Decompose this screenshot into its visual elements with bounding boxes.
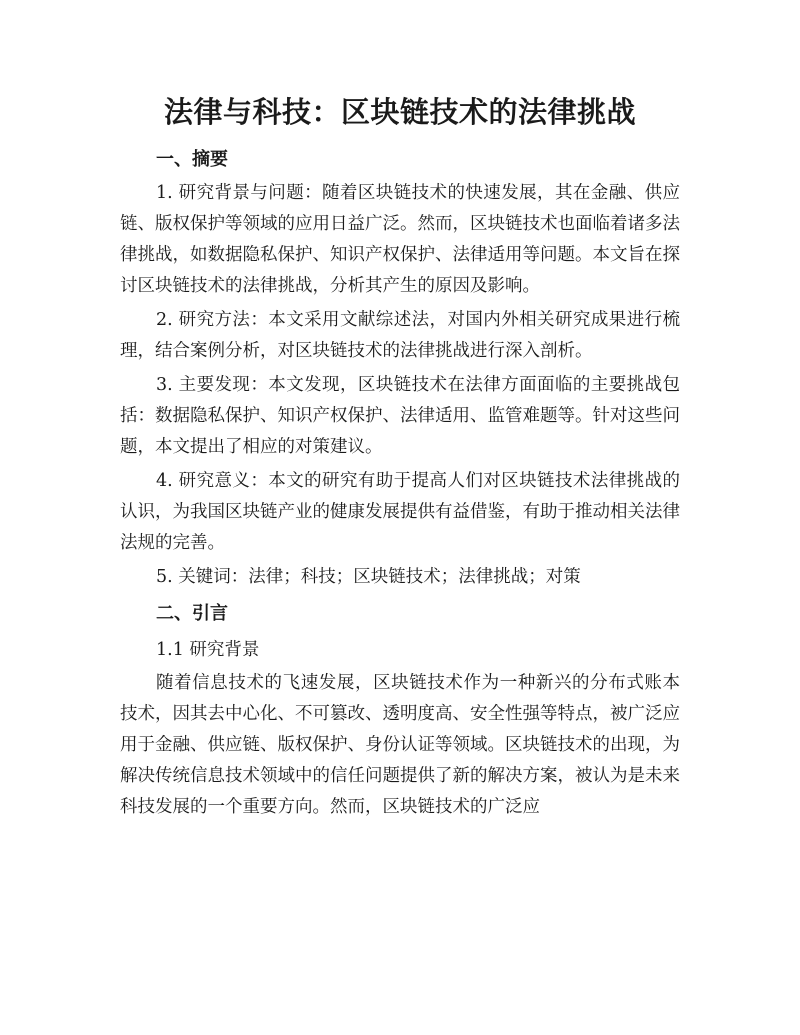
abstract-paragraph: 3. 主要发现：本文发现，区块链技术在法律方面面临的主要挑战包括：数据隐私保护、知识产权保护、法律适用、监管难题等。针对这些问题，本文提出了相应的对策建议。 (120, 375, 680, 457)
keywords-paragraph: 5. 关键词：法律；科技；区块链技术；法律挑战；对策 (156, 567, 581, 587)
document-page (120, 88, 680, 826)
document-title: 法律与科技：区块链技术的法律挑战 (163, 95, 636, 129)
section-heading-introduction: 二、引言 (156, 603, 228, 624)
abstract-paragraph: 1. 研究背景与问题：随着区块链技术的快速发展，其在金融、供应链、版权保护等领域的应用日益广泛。然而，区块链技术也面临着诸多法律挑战，如数据隐私保护、知识产权保护、法律适用等问题。本文旨在探讨区块链技术的法律挑战，分析其产生的原因及影响。 (120, 183, 680, 296)
subsection-heading-background: 1.1 研究背景 (156, 640, 260, 660)
section-heading-abstract: 一、摘要 (156, 149, 228, 170)
introduction-paragraph: 随着信息技术的飞速发展，区块链技术作为一种新兴的分布式账本技术，因其去中心化、不可篡改、透明度高、安全性强等特点，被广泛应用于金融、供应链、版权保护、身份认证等领域。区块链技术的出现，为解决传统信息技术领域中的信任问题提供了新的解决方案，被认为是未来科技发展的一个重要方向。然而，区块链技术的广泛应 (120, 673, 680, 817)
abstract-paragraph: 4. 研究意义：本文的研究有助于提高人们对区块链技术法律挑战的认识，为我国区块链产业的健康发展提供有益借鉴，有助于推动相关法律法规的完善。 (120, 471, 680, 553)
abstract-paragraph: 2. 研究方法：本文采用文献综述法，对国内外相关研究成果进行梳理，结合案例分析，对区块链技术的法律挑战进行深入剖析。 (120, 310, 680, 361)
